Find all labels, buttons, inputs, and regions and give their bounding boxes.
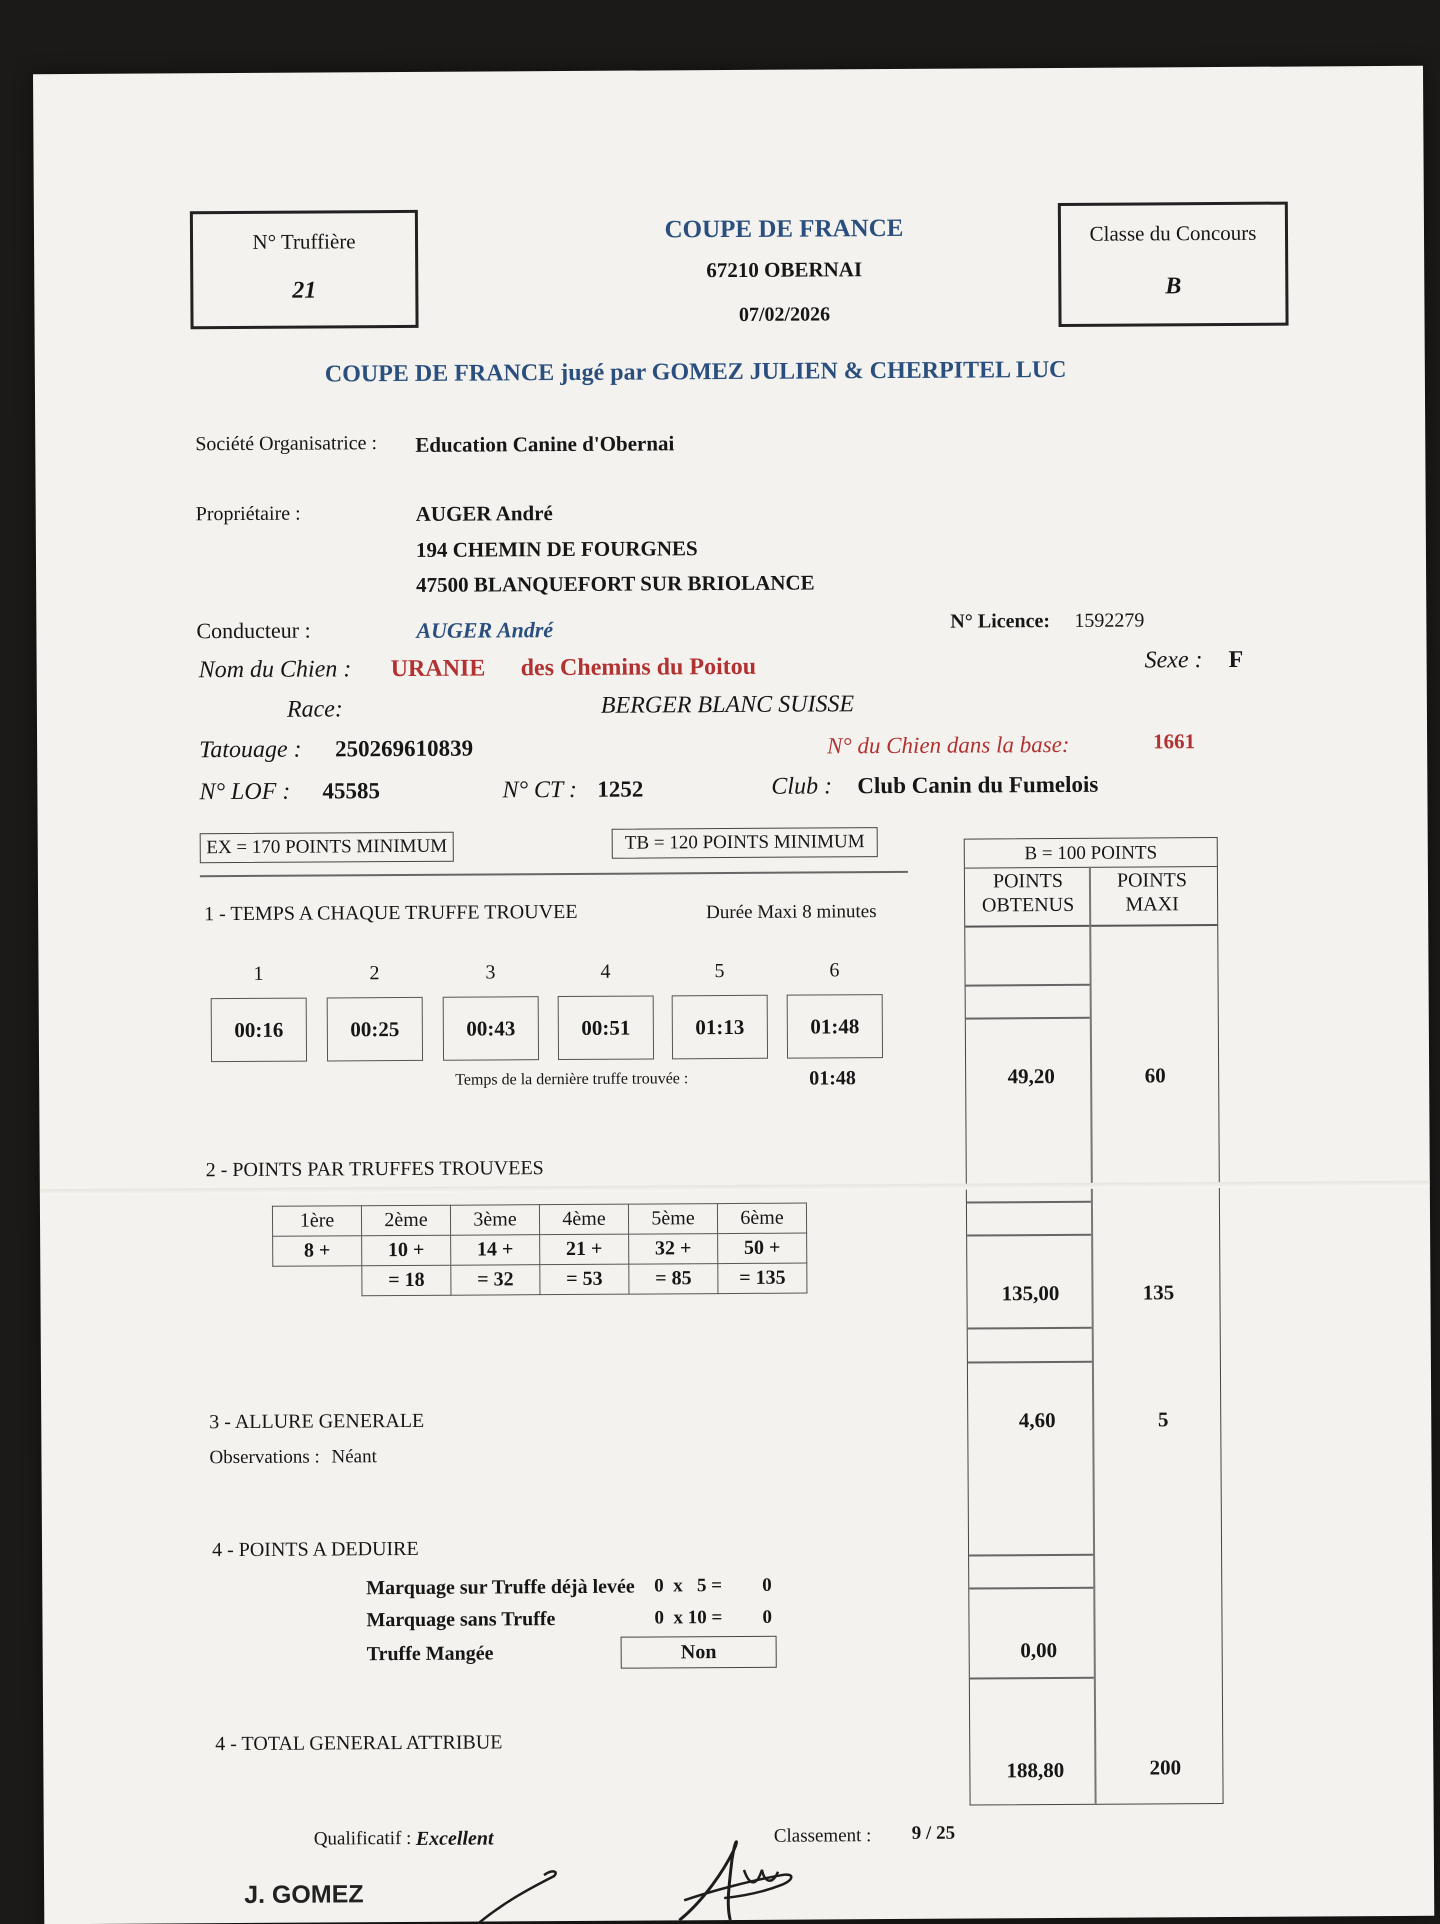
truffe-number-5: 5 (714, 960, 725, 983)
points-table-points (273, 1233, 807, 1266)
row-line-8 (969, 1587, 1093, 1589)
race-value: BERGER BLANC SUISSE (600, 691, 855, 719)
score-sheet (33, 66, 1434, 1924)
rank-cell: 5ème (628, 1204, 717, 1235)
total-cell: = 85 (629, 1264, 718, 1295)
truffe-time-3: 00:43 (443, 996, 539, 1061)
total-cell-empty (273, 1266, 362, 1297)
points-cell: 21 + (540, 1234, 629, 1265)
header-date: 07/02/2026 (738, 303, 831, 326)
header-bottom-line (965, 924, 1217, 927)
truffe-time-1: 00:16 (211, 998, 307, 1063)
classe-value: B (1165, 273, 1182, 300)
section4-obtenus: 0,00 (1020, 1638, 1058, 1663)
qualificatif-value: Excellent (415, 1827, 494, 1850)
points-table-totals (273, 1263, 807, 1296)
points-cell: 8 + (273, 1236, 362, 1267)
sexe-value: F (1228, 646, 1244, 673)
mangee-label: Truffe Mangée (366, 1642, 494, 1666)
truffiere-value: 21 (292, 277, 317, 304)
tatouage-value: 250269610839 (335, 735, 474, 762)
licence-value: 1592279 (1074, 609, 1145, 632)
truffiere-label: N° Truffière (252, 229, 356, 254)
base-value: 1661 (1153, 729, 1196, 754)
societe-label: Société Organisatrice : (195, 432, 378, 456)
proprietaire-name: AUGER André (415, 501, 553, 526)
rank-cell: 6ème (717, 1203, 806, 1234)
row-line-9 (970, 1677, 1094, 1679)
signature-stroke-2 (679, 1842, 737, 1921)
last-truffe-value: 01:48 (809, 1067, 856, 1090)
b-minimum: B = 100 POINTS (965, 840, 1217, 869)
obtenus-header: POINTS OBTENUS (981, 869, 1075, 917)
club-value: Club Canin du Fumelois (857, 771, 1099, 799)
last-truffe-label: Temps de la dernière truffe trouvée : (455, 1070, 689, 1089)
conducteur-label: Conducteur : (196, 617, 311, 644)
proprietaire-addr2: 47500 BLANQUEFORT SUR BRIOLANCE (416, 570, 815, 597)
section2-maxi: 135 (1142, 1280, 1175, 1305)
deduction-label-2: Marquage sans Truffe (366, 1608, 556, 1632)
section2-obtenus: 135,00 (1001, 1280, 1060, 1306)
section3-title: 3 - ALLURE GENERALE (209, 1409, 425, 1434)
row-line-7 (969, 1554, 1093, 1556)
conducteur-value: AUGER André (416, 617, 554, 643)
points-cell: 50 + (718, 1233, 807, 1264)
tatouage-label: Tatouage : (199, 736, 302, 764)
deduction-result-1: 0 (762, 1574, 772, 1596)
truffe-number-3: 3 (485, 961, 496, 984)
truffe-time-6: 01:48 (787, 994, 883, 1059)
ct-value: 1252 (597, 776, 644, 802)
chien-label: Nom du Chien : (198, 656, 352, 684)
row-line-1 (966, 984, 1090, 986)
deduction-calc-1: 0 x 5 = (654, 1575, 723, 1597)
rank-cell: 2ème (361, 1205, 450, 1236)
section4-title: 4 - POINTS A DEDUIRE (211, 1537, 419, 1562)
header-title: COUPE DE FRANCE (664, 214, 904, 244)
section3-obtenus: 4,60 (1018, 1408, 1056, 1433)
classement-label: Classement : (773, 1825, 872, 1847)
points-cell: 10 + (362, 1235, 451, 1266)
tb-minimum: TB = 120 POINTS MINIMUM (612, 827, 878, 859)
truffe-number-4: 4 (600, 960, 611, 983)
truffe-time-4: 00:51 (558, 995, 654, 1060)
row-line-6 (968, 1361, 1092, 1363)
header-location: 67210 OBERNAI (706, 257, 863, 283)
classe-label: Classe du Concours (1089, 220, 1257, 246)
separator-line (200, 871, 908, 877)
chien-affix: des Chemins du Poitou (520, 653, 757, 682)
sexe-label: Sexe : (1144, 647, 1203, 674)
club-label: Club : (771, 773, 833, 800)
section2-title: 2 - POINTS PAR TRUFFES TROUVEES (205, 1157, 544, 1182)
chien-name: URANIE (390, 655, 486, 683)
mangee-value: Non (621, 1636, 777, 1669)
rank-cell: 1ère (272, 1206, 361, 1237)
judges-line: COUPE DE FRANCE jugé par GOMEZ JULIEN & CHERPITEL LUC (324, 356, 1067, 388)
lof-value: 45585 (322, 778, 380, 804)
deduction-calc-2: 0 x 10 = (654, 1607, 723, 1629)
section3-maxi: 5 (1157, 1407, 1169, 1432)
lof-label: N° LOF : (199, 778, 291, 806)
total-title: 4 - TOTAL GENERAL ATTRIBUE (215, 1731, 503, 1756)
truffe-time-5: 01:13 (672, 995, 768, 1060)
row-line-5 (968, 1327, 1092, 1329)
observations-label: Observations : (209, 1446, 320, 1469)
points-table-header (272, 1203, 806, 1236)
proprietaire-label: Propriétaire : (195, 502, 301, 526)
licence-label: N° Licence: (950, 610, 1051, 633)
ct-label: N° CT : (502, 776, 578, 804)
deduction-label-1: Marquage sur Truffe déjà levée (366, 1575, 635, 1600)
total-obtenus: 188,80 (1006, 1757, 1065, 1783)
truffe-time-2: 00:25 (327, 997, 423, 1062)
signature-scribble (464, 1829, 905, 1924)
rank-cell: 3ème (450, 1205, 539, 1236)
proprietaire-addr1: 194 CHEMIN DE FOURGNES (415, 536, 698, 562)
qualificatif-label: Qualificatif : (313, 1827, 412, 1850)
points-cell: 32 + (629, 1234, 718, 1265)
signature-name: J. GOMEZ (244, 1880, 364, 1909)
ex-minimum: EX = 170 POINTS MINIMUM (200, 832, 454, 864)
section1-obtenus: 49,20 (1007, 1064, 1055, 1089)
observations-value: Néant (331, 1446, 377, 1468)
column-divider (1089, 867, 1096, 1804)
total-cell: = 18 (362, 1265, 451, 1296)
base-label: N° du Chien dans la base: (827, 731, 1070, 759)
truffe-number-2: 2 (369, 962, 380, 985)
section1-duree: Durée Maxi 8 minutes (706, 901, 877, 924)
signature-stroke-1 (474, 1871, 556, 1924)
race-label: Race: (286, 696, 343, 723)
section1-maxi: 60 (1144, 1063, 1166, 1088)
classement-value: 9 / 25 (911, 1822, 956, 1844)
truffiere-box (190, 210, 419, 329)
truffe-number-1: 1 (253, 962, 264, 985)
row-line-4 (967, 1234, 1091, 1236)
total-cell: = 53 (540, 1264, 629, 1295)
total-maxi: 200 (1149, 1755, 1182, 1780)
row-line-2 (966, 1017, 1090, 1019)
maxi-header: POINTS MAXI (1116, 869, 1188, 916)
total-cell: = 32 (451, 1265, 540, 1296)
deduction-result-2: 0 (762, 1606, 773, 1628)
total-cell: = 135 (718, 1263, 807, 1294)
truffe-number-6: 6 (829, 959, 840, 982)
societe-value: Education Canine d'Obernai (415, 431, 675, 457)
rank-cell: 4ème (539, 1204, 628, 1235)
points-cell: 14 + (451, 1235, 540, 1266)
section1-title: 1 - TEMPS A CHAQUE TRUFFE TROUVEE (204, 900, 578, 926)
points-table (272, 1203, 808, 1297)
row-line-3 (967, 1201, 1091, 1203)
classe-box (1058, 202, 1289, 327)
